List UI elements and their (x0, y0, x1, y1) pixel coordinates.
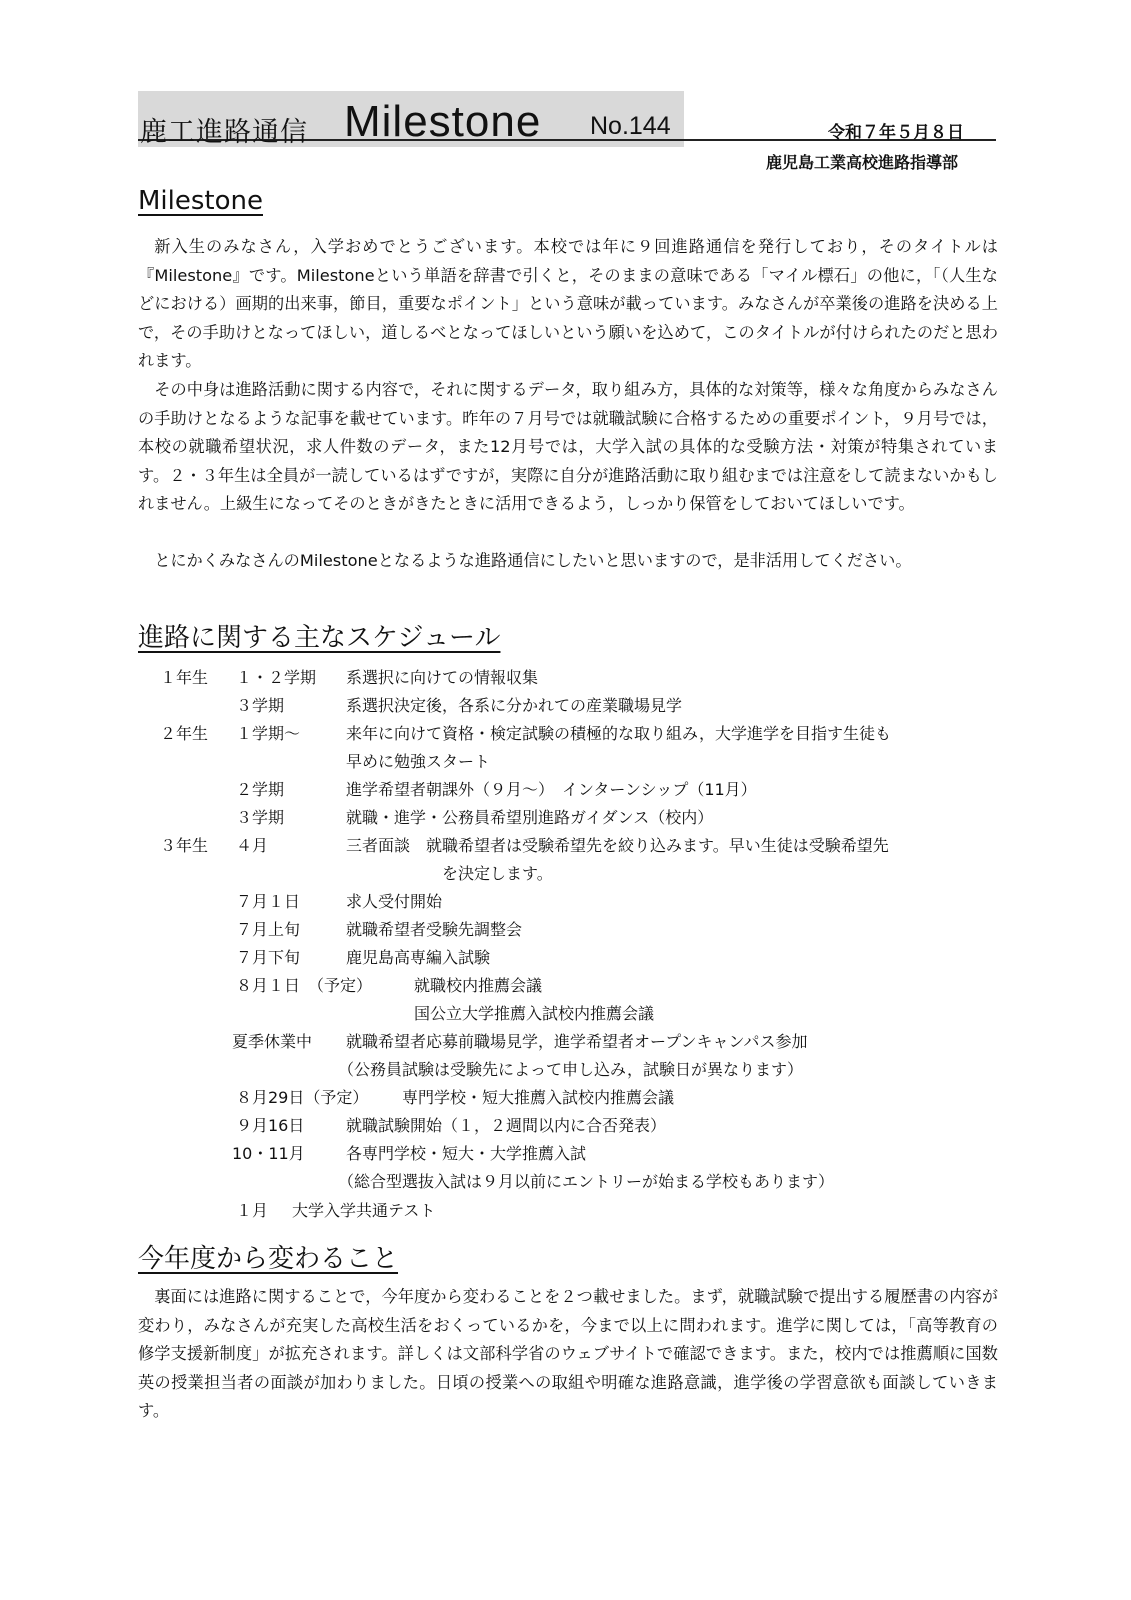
schedule-term: 夏季休業中 (232, 1032, 313, 1051)
schedule-item-continued: を決定します。 (442, 864, 553, 883)
issue-number: No.144 (590, 112, 671, 140)
changes-paragraph: 裏面には進路に関することで，今年度から変わることを２つ載せました。まず，就職試験で提出する履歴書の内容が変わり，みなさんが充実した高校生活をおくっているかを，今まで以上に問われます。進学に関しては，「高等教育の修学支援新制度」が拡充されます。詳しくは文部科学省のウェブサイトで確認できます。また，校内では推薦順に国数英の授業担当者の面談が加わりました。日頃の授業への取組や明確な進路意識，進学後の学習意欲も面談していきます。 (138, 1287, 998, 1420)
schedule-term: １月 (236, 1201, 269, 1220)
schedule-term: ３学期 (236, 696, 285, 715)
schedule-item-continued: 早めに勉強スタート (346, 752, 491, 771)
schedule-item: 大学入学共通テスト (292, 1201, 436, 1220)
schedule-grade-2: ２年生 (160, 724, 209, 743)
schedule-term: １・２学期 (236, 668, 317, 687)
schedule-item: 進学希望者朝課外（９月～） インターンシップ（11月） (346, 780, 757, 799)
schedule-term: ２学期 (236, 780, 285, 799)
schedule-item: 就職校内推薦会議 (414, 976, 543, 995)
schedule-grade-3: ３年生 (160, 836, 209, 855)
schedule-term: ７月下旬 (236, 948, 301, 967)
milestone-paragraph-2: その中身は進路活動に関する内容で，それに関するデータ，取り組み方，具体的な対策等，様々な角度からみなさんの手助けとなるような記事を載せています。昨年の７月号では就職試験に合格するための重要ポイント，９月号では，本校の就職希望状況，求人件数のデータ，また12月号では，大学入試の具体的な受験方法・対策が特集されています。２・３年生は全員が一読しているはずですが，実際に自分が進路活動に取り組むまでは注意をして読まないかもしれません。上級生になってそのときがきたときに活用できるよう，しっかり保管をしておいてほしいです。 (138, 380, 998, 513)
schedule-grade-1: １年生 (160, 668, 209, 687)
schedule-term: ７月上旬 (236, 920, 301, 939)
newsletter-title: Milestone (344, 97, 542, 146)
milestone-paragraph-1: 新入生のみなさん，入学おめでとうございます。本校では年に９回進路通信を発行しており，そのタイトルは『Milestone』です。Milestoneという単語を辞書で引くと，そのままの意味である「マイル標石」の他に，「（人生などにおける）画期的出来事，節目，重要なポイント」という意味が載っています。みなさんが卒業後の進路を決める上で，その手助けとなってほしい，道しるべとなってほしいという願いを込めて，このタイトルが付けられたのだと思われます。 (138, 237, 998, 370)
schedule-term: ３学期 (236, 808, 285, 827)
schedule-item: 就職・進学・公務員希望別進路ガイダンス（校内） (346, 808, 714, 827)
section-title-changes: 今年度から変わること (138, 1244, 399, 1274)
schedule-item: 専門学校・短大推薦入試校内推薦会議 (402, 1088, 675, 1107)
schedule-item: 就職希望者受験先調整会 (346, 920, 523, 939)
schedule-item: 就職試験開始（１，２週間以内に合否発表） (346, 1116, 667, 1135)
schedule-item: 来年に向けて資格・検定試験の積極的な取り組み，大学進学を目指す生徒も (346, 724, 891, 743)
issue-date: 令和７年５月８日 (828, 123, 964, 143)
schedule-item: 求人受付開始 (346, 892, 443, 911)
schedule-term: ８月１日 （予定） (236, 976, 373, 995)
schedule-item: 鹿児島高専編入試験 (346, 948, 491, 967)
schedule-term: ４月 (236, 836, 269, 855)
schedule-item-continued: （総合型選抜入試は９月以前にエントリーが始まる学校もあります） (338, 1172, 835, 1191)
department-name: 鹿児島工業高校進路指導部 (766, 153, 959, 172)
schedule-item-continued: （公務員試験は受験先によって申し込み，試験日が異なります） (338, 1060, 803, 1079)
schedule-item: 各専門学校・短大・大学推薦入試 (346, 1144, 587, 1163)
newsletter-label: 鹿工進路通信 (140, 117, 308, 148)
schedule-term: 10・11月 (232, 1144, 305, 1163)
schedule-item: 系選択決定後，各系に分かれての産業職場見学 (346, 696, 683, 715)
schedule-term: １学期～ (236, 724, 301, 743)
schedule-item: 系選択に向けての情報収集 (346, 668, 539, 687)
schedule-item-continued: 国公立大学推薦入試校内推薦会議 (414, 1004, 655, 1023)
section-title-milestone: Milestone (138, 186, 263, 216)
schedule-item: 就職希望者応募前職場見学，進学希望者オープンキャンパス参加 (346, 1032, 808, 1051)
milestone-paragraph-3: とにかくみなさんのMilestoneとなるような進路通信にしたいと思いますので，是非活用してください。 (154, 551, 912, 570)
schedule-term: ７月１日 (236, 892, 301, 911)
schedule-term: ８月29日（予定） (236, 1088, 369, 1107)
schedule-term: ９月16日 (236, 1116, 305, 1135)
section-title-schedule: 進路に関する主なスケジュール (138, 623, 501, 653)
schedule-item: 三者面談 就職希望者は受験希望先を絞り込みます。早い生徒は受験希望先 (346, 836, 889, 855)
